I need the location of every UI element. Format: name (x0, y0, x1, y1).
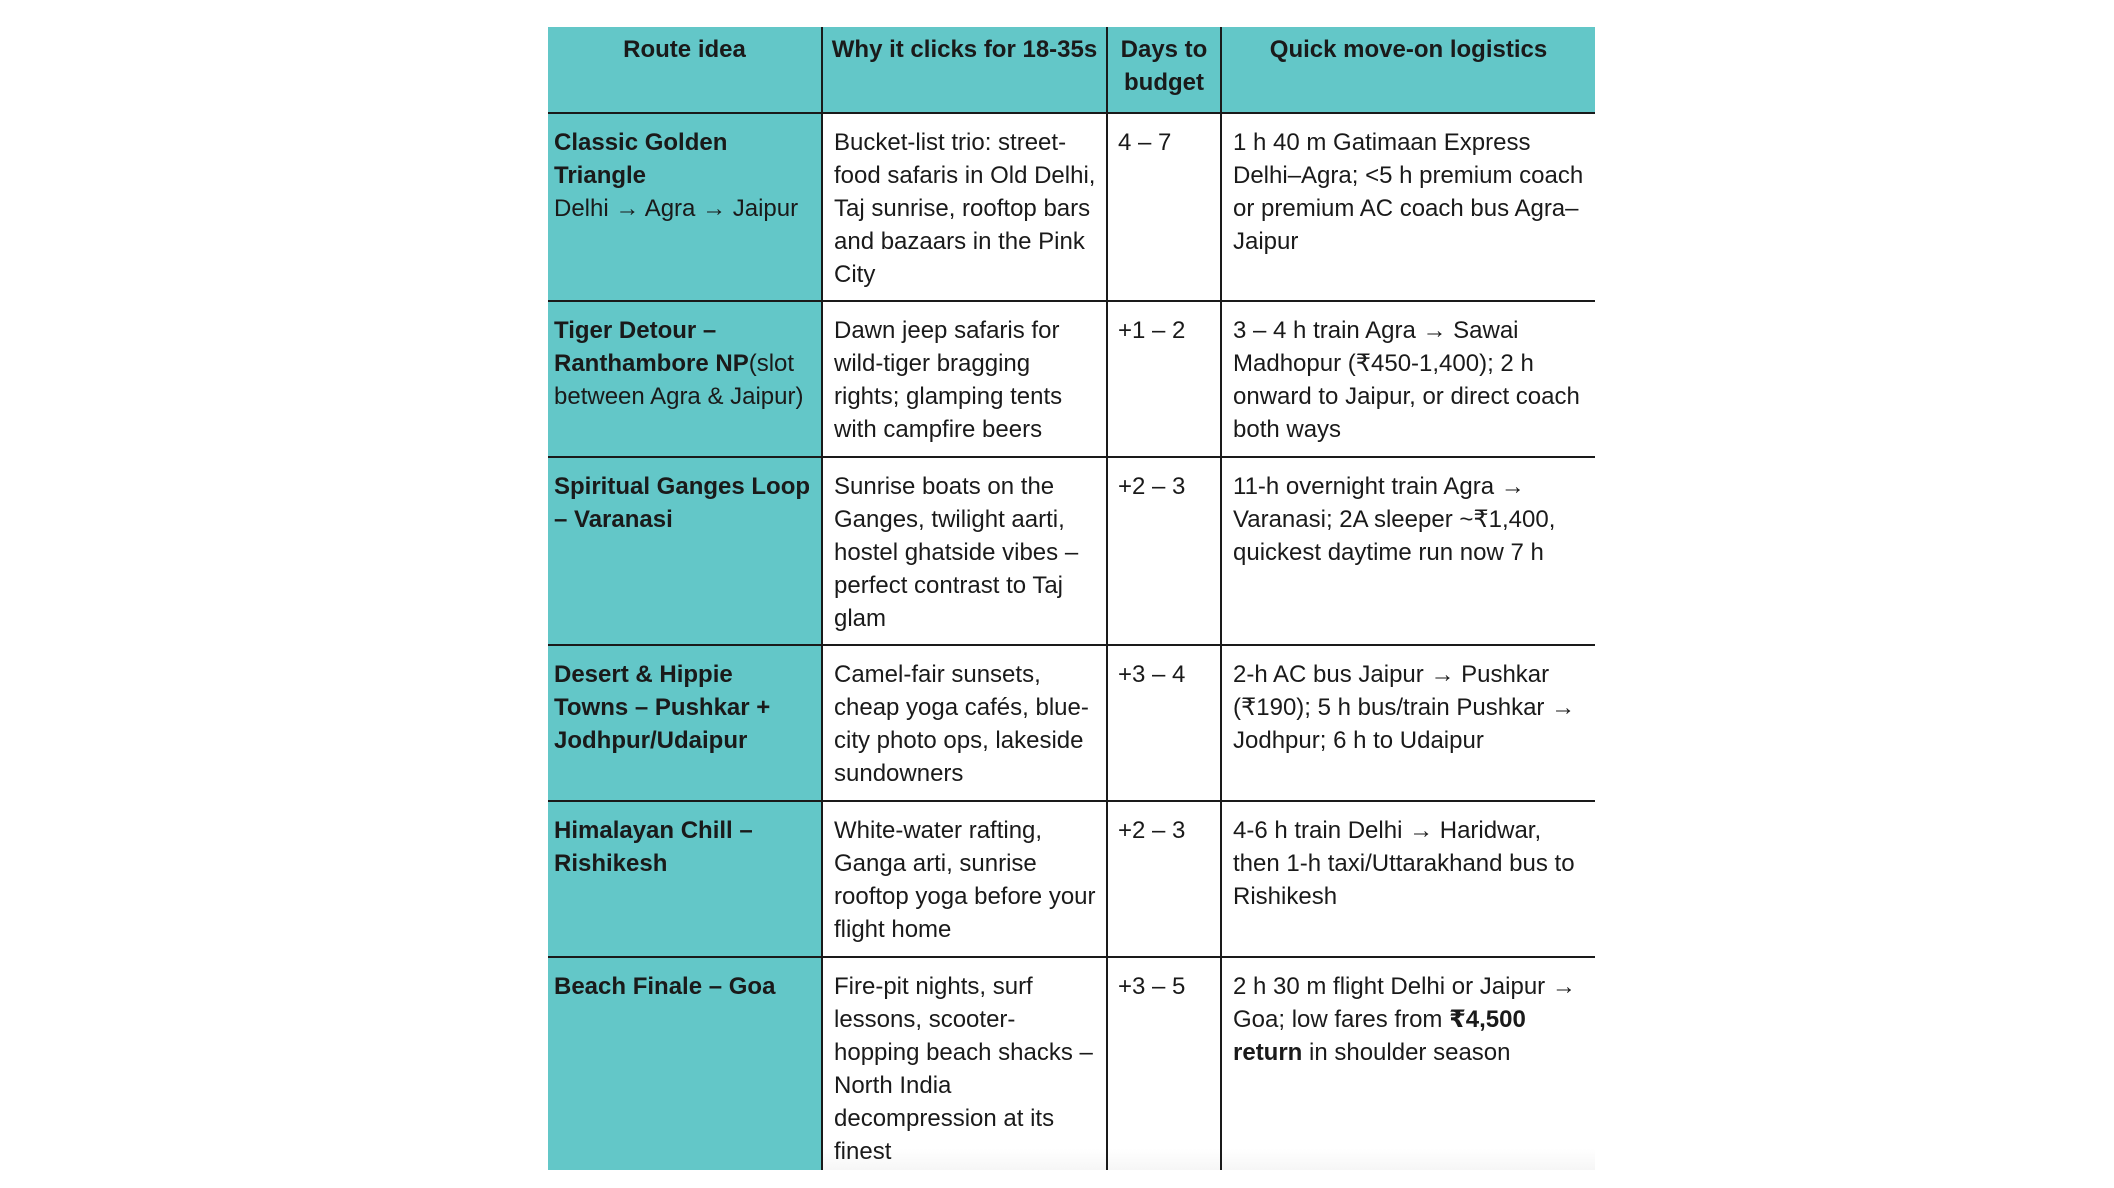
route-cell (548, 801, 822, 957)
route-name: Himalayan Chill – Rishikesh (554, 817, 753, 877)
table-row (548, 457, 1595, 645)
days-cell: +2 – 3 (1107, 457, 1221, 645)
why-cell: Sunrise boats on the Ganges, twilight aarti, hostel ghatside vibes – perfect contrast to Taj glam (822, 457, 1107, 645)
header-logistics: Quick move-on logistics (1221, 27, 1595, 113)
route-cell (548, 301, 822, 457)
route-name: Desert & Hippie Towns – Pushkar + Jodhpur/Udaipur (554, 661, 771, 754)
why-cell: Dawn jeep safaris for wild-tiger bragging rights; glamping tents with campfire beers (822, 301, 1107, 457)
route-comparison-table (548, 27, 1595, 1170)
logistics-cell: 4-6 h train Delhi → Haridwar, then 1-h taxi/Uttarakhand bus to Rishikesh (1221, 801, 1595, 957)
days-cell: +3 – 4 (1107, 645, 1221, 801)
route-name: Tiger Detour – Ranthambore NP (554, 317, 749, 377)
route-name: Spiritual Ganges Loop – Varanasi (554, 473, 811, 533)
days-cell: +1 – 2 (1107, 301, 1221, 457)
route-cell (548, 645, 822, 801)
table-row (548, 301, 1595, 457)
route-cell (548, 457, 822, 645)
route-cell (548, 113, 822, 301)
route-cell (548, 957, 822, 1170)
logistics-text: in shoulder season (1302, 1039, 1511, 1066)
table-row (548, 957, 1595, 1170)
header-route-idea: Route idea (548, 27, 822, 113)
why-cell: Fire-pit nights, surf lessons, scooter-hopping beach shacks – North India decompression at its finest (822, 957, 1107, 1170)
route-subtitle: Delhi → Agra → Jaipur (554, 195, 799, 222)
why-cell: White-water rafting, Ganga arti, sunrise rooftop yoga before your flight home (822, 801, 1107, 957)
days-cell: +3 – 5 (1107, 957, 1221, 1170)
route-name: Beach Finale – Goa (554, 973, 776, 1000)
route-name: Classic Golden Triangle (554, 129, 728, 189)
route-subtitle: (slot between Agra & Jaipur) (554, 350, 804, 410)
table-row (548, 113, 1595, 301)
why-cell: Bucket-list trio: street-food safaris in Old Delhi, Taj sunrise, rooftop bars and bazaars in the Pink City (822, 113, 1107, 301)
logistics-cell: 1 h 40 m Gatimaan Express Delhi–Agra; <5 h premium coach or premium AC coach bus Agra–Jaipur (1221, 113, 1595, 301)
header-why-it-clicks: Why it clicks for 18-35s (822, 27, 1107, 113)
logistics-cell (1221, 957, 1595, 1170)
table-row (548, 645, 1595, 801)
days-cell: +2 – 3 (1107, 801, 1221, 957)
logistics-cell: 2-h AC bus Jaipur → Pushkar (₹190); 5 h bus/train Pushkar → Jodhpur; 6 h to Udaipur (1221, 645, 1595, 801)
days-cell: 4 – 7 (1107, 113, 1221, 301)
logistics-cell: 11-h overnight train Agra → Varanasi; 2A sleeper ~₹1,400, quickest daytime run now 7 h (1221, 457, 1595, 645)
table-row (548, 801, 1595, 957)
logistics-text: 2 h 30 m flight Delhi or Jaipur → Goa; low fares from (1233, 973, 1576, 1033)
header-days-to-budget: Days to budget (1107, 27, 1221, 113)
header-row (548, 27, 1595, 113)
why-cell: Camel-fair sunsets, cheap yoga cafés, blue-city photo ops, lakeside sundowners (822, 645, 1107, 801)
fare-highlight: ₹4,500 return (1233, 1006, 1526, 1066)
logistics-cell: 3 – 4 h train Agra → Sawai Madhopur (₹450-1,400); 2 h onward to Jaipur, or direct coach both ways (1221, 301, 1595, 457)
